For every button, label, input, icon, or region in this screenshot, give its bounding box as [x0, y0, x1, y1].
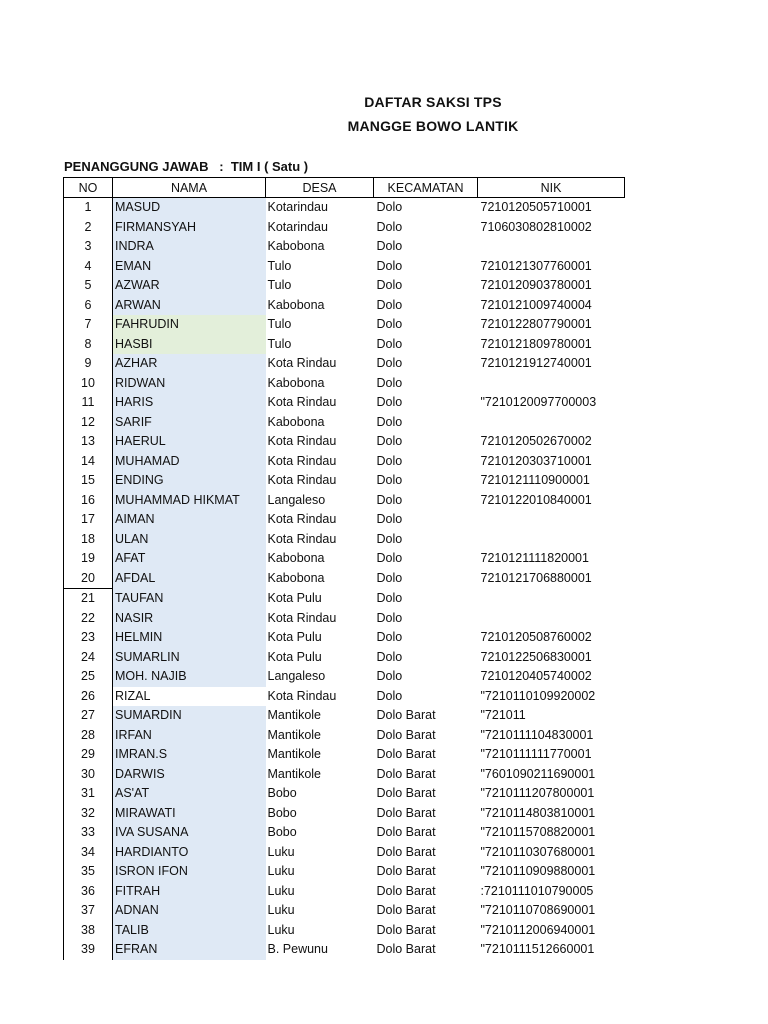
row-desa-cell: Kabobona — [267, 239, 325, 254]
row-no-cell: 35 — [64, 862, 113, 882]
table-row — [64, 549, 625, 569]
table-row — [64, 804, 625, 824]
row-nik-cell: 7210120502670002 — [480, 434, 592, 449]
row-desa-cell: Bobo — [267, 786, 297, 801]
row-nama-cell: ISRON IFON — [113, 862, 266, 882]
row-no-cell: 20 — [64, 569, 113, 589]
table-row — [64, 882, 625, 902]
row-nik-cell: 7106030802810002 — [480, 219, 592, 234]
row-nama-cell: AFDAL — [113, 569, 266, 589]
table-row — [64, 237, 625, 257]
row-desa-cell: Kabobona — [267, 414, 325, 429]
row-desa-cell: Kota Pulu — [267, 649, 322, 664]
row-nama-cell: AIMAN — [113, 510, 266, 530]
row-nama-cell: EFRAN — [113, 940, 266, 960]
row-no-cell: 10 — [64, 374, 113, 394]
row-kecamatan-cell: Dolo — [376, 551, 403, 566]
row-no-cell: 38 — [64, 921, 113, 941]
row-nik-cell: "7210115708820001 — [480, 825, 596, 840]
table-row — [64, 335, 625, 355]
row-kecamatan-cell: Dolo — [376, 571, 403, 585]
row-nik-cell: "7210111104830001 — [480, 727, 594, 742]
row-no-cell: 24 — [64, 648, 113, 668]
row-kecamatan-cell: Dolo Barat — [376, 844, 436, 859]
row-desa-cell: Kota Pulu — [267, 591, 322, 605]
table-row — [64, 921, 625, 941]
row-nik-cell: 7210121307760001 — [480, 258, 592, 273]
row-kecamatan-cell: Dolo — [376, 630, 403, 645]
table-row — [64, 354, 625, 374]
row-nik-cell: 7210120505710001 — [480, 200, 592, 215]
table-row — [64, 687, 625, 707]
row-kecamatan-cell: Dolo — [376, 669, 403, 684]
row-nama-cell: IMRAN.S — [113, 745, 266, 765]
row-nik-cell: "7210114803810001 — [480, 805, 596, 820]
table-row — [64, 648, 625, 668]
row-nama-cell: AZWAR — [113, 276, 266, 296]
table-header-row — [64, 178, 625, 198]
row-no-cell: 23 — [64, 628, 113, 648]
row-nik-cell: "721011 — [480, 708, 526, 723]
row-no-cell: 29 — [64, 745, 113, 765]
row-no-cell: 3 — [64, 237, 113, 257]
table-row — [64, 315, 625, 335]
row-no-cell: 37 — [64, 901, 113, 921]
row-desa-cell: Kota Rindau — [267, 453, 337, 468]
row-nama-cell: NASIR — [113, 609, 266, 629]
row-kecamatan-cell: Dolo Barat — [376, 766, 436, 781]
table-row — [64, 843, 625, 863]
row-desa-cell: Kabobona — [267, 375, 325, 390]
row-desa-cell: Kabobona — [267, 551, 325, 566]
row-no-cell: 17 — [64, 510, 113, 530]
row-kecamatan-cell: Dolo Barat — [376, 922, 436, 937]
row-kecamatan-cell: Dolo — [376, 649, 403, 664]
row-desa-cell: Luku — [267, 883, 295, 898]
table-row — [64, 510, 625, 530]
row-nama-cell: MASUD — [113, 198, 266, 218]
row-kecamatan-cell: Dolo Barat — [376, 708, 436, 723]
row-nik-cell — [478, 530, 625, 550]
row-nama-cell: MIRAWATI — [113, 804, 266, 824]
table-row — [64, 862, 625, 882]
table-row — [64, 823, 625, 843]
table-row — [64, 784, 625, 804]
row-kecamatan-cell: Dolo — [376, 258, 403, 273]
table-body — [64, 198, 625, 960]
row-no-cell: 25 — [64, 667, 113, 687]
row-kecamatan-cell: Dolo — [376, 492, 403, 507]
table-row — [64, 393, 625, 413]
table-row — [64, 765, 625, 785]
row-desa-cell: Luku — [267, 844, 295, 859]
row-desa-cell: Tulo — [267, 278, 292, 293]
row-nik-cell: "7210110909880001 — [480, 864, 596, 879]
row-no-cell: 7 — [64, 315, 113, 335]
row-kecamatan-cell: Dolo Barat — [376, 747, 436, 762]
row-nama-cell: MUHAMAD — [113, 452, 266, 472]
row-nama-cell: EMAN — [113, 257, 266, 277]
row-nama-cell: ADNAN — [113, 901, 266, 921]
row-no-cell: 18 — [64, 530, 113, 550]
table-row — [64, 628, 625, 648]
row-desa-cell: Tulo — [267, 258, 292, 273]
row-no-cell: 6 — [64, 296, 113, 316]
row-nama-cell: HAERUL — [113, 432, 266, 452]
row-kecamatan-cell: Dolo — [376, 278, 403, 293]
row-kecamatan-cell: Dolo Barat — [376, 903, 436, 918]
row-desa-cell: Mantikole — [267, 727, 321, 742]
row-nik-cell: 7210121110900001 — [480, 473, 590, 488]
row-kecamatan-cell: Dolo — [376, 356, 403, 371]
row-no-cell: 28 — [64, 726, 113, 746]
row-desa-cell: Kotarindau — [267, 200, 328, 215]
table-row — [64, 901, 625, 921]
row-nama-cell: HASBI — [113, 335, 266, 355]
row-nama-cell: ENDING — [113, 471, 266, 491]
header-nik: NIK — [478, 178, 625, 198]
row-desa-cell: Bobo — [267, 825, 297, 840]
row-no-cell: 32 — [64, 804, 113, 824]
row-desa-cell: Kabobona — [267, 571, 325, 585]
row-no-cell: 33 — [64, 823, 113, 843]
row-nik-cell: "7210110109920002 — [480, 688, 596, 703]
row-nik-cell: 7210120508760002 — [480, 630, 592, 645]
row-nik-cell: "7210111111770001 — [480, 747, 592, 762]
row-desa-cell: Mantikole — [267, 747, 321, 762]
row-desa-cell: Kota Rindau — [267, 512, 337, 527]
header-kecamatan: KECAMATAN — [374, 178, 478, 198]
table-row — [64, 589, 625, 609]
row-nik-cell: 7210120303710001 — [480, 453, 592, 468]
penanggung-jawab-label: PENANGGUNG JAWAB : TIM I ( Satu ) — [64, 159, 309, 174]
row-no-cell: 8 — [64, 335, 113, 355]
row-desa-cell: Kota Rindau — [267, 531, 337, 546]
row-kecamatan-cell: Dolo — [376, 531, 403, 546]
row-nik-cell: 7210122010840001 — [480, 492, 592, 507]
row-kecamatan-cell: Dolo — [376, 297, 403, 312]
table-row — [64, 609, 625, 629]
row-kecamatan-cell: Dolo — [376, 688, 403, 703]
row-nama-cell: ARWAN — [113, 296, 266, 316]
row-kecamatan-cell: Dolo Barat — [376, 864, 436, 879]
row-nik-cell — [478, 413, 625, 433]
row-nik-cell: "7210111512660001 — [480, 942, 595, 957]
table-row — [64, 296, 625, 316]
row-no-cell: 27 — [64, 706, 113, 726]
row-nik-cell: "7210110708690001 — [480, 903, 596, 918]
row-desa-cell: Kota Pulu — [267, 630, 322, 645]
header-no: NO — [64, 178, 113, 198]
row-desa-cell: Kota Rindau — [267, 473, 337, 488]
row-kecamatan-cell: Dolo — [376, 395, 403, 410]
row-desa-cell: Luku — [267, 922, 295, 937]
row-nik-cell: "7210112006940001 — [480, 922, 596, 937]
row-nama-cell: HELMIN — [113, 628, 266, 648]
row-desa-cell: Luku — [267, 864, 295, 879]
row-nama-cell: MUHAMMAD HIKMAT — [113, 491, 266, 511]
row-nik-cell: :7210111010790005 — [480, 883, 594, 898]
row-nama-cell: FAHRUDIN — [113, 315, 266, 335]
row-nama-cell: AS'AT — [113, 784, 266, 804]
table-row — [64, 198, 625, 218]
row-desa-cell: Kota Rindau — [267, 688, 337, 703]
row-desa-cell: B. Pewunu — [267, 942, 328, 957]
row-no-cell: 1 — [64, 198, 113, 218]
row-nama-cell: AFAT — [113, 549, 266, 569]
row-nama-cell: SUMARDIN — [113, 706, 266, 726]
row-nik-cell: "7210120097700003 — [480, 395, 597, 410]
row-no-cell: 16 — [64, 491, 113, 511]
row-nik-cell: 7210121009740004 — [480, 297, 592, 312]
row-kecamatan-cell: Dolo Barat — [376, 942, 436, 957]
table-row — [64, 726, 625, 746]
row-no-cell: 19 — [64, 549, 113, 569]
row-kecamatan-cell: Dolo Barat — [376, 825, 436, 840]
row-kecamatan-cell: Dolo — [376, 453, 403, 468]
table-row — [64, 432, 625, 452]
row-nik-cell: "7210111207800001 — [480, 786, 595, 801]
row-nama-cell: IVA SUSANA — [113, 823, 266, 843]
row-nik-cell: 7210121111820001 — [480, 551, 589, 566]
row-kecamatan-cell: Dolo — [376, 414, 403, 429]
row-kecamatan-cell: Dolo Barat — [376, 883, 436, 898]
row-nama-cell: FITRAH — [113, 882, 266, 902]
row-nama-cell: SUMARLIN — [113, 648, 266, 668]
row-no-cell: 4 — [64, 257, 113, 277]
table-row — [64, 667, 625, 687]
table-row — [64, 940, 625, 960]
row-desa-cell: Tulo — [267, 336, 292, 351]
row-nama-cell: HARIS — [113, 393, 266, 413]
row-desa-cell: Kabobona — [267, 297, 325, 312]
row-nama-cell: IRFAN — [113, 726, 266, 746]
row-no-cell: 15 — [64, 471, 113, 491]
row-kecamatan-cell: Dolo — [376, 591, 403, 605]
row-nama-cell: TAUFAN — [113, 589, 266, 609]
row-nama-cell: INDRA — [113, 237, 266, 257]
row-nik-cell: 7210122506830001 — [480, 649, 592, 664]
row-desa-cell: Kota Rindau — [267, 356, 337, 371]
row-nama-cell: MOH. NAJIB — [113, 667, 266, 687]
table-row — [64, 706, 625, 726]
row-nik-cell: 7210122807790001 — [480, 317, 592, 332]
row-no-cell: 26 — [64, 687, 113, 707]
row-no-cell: 39 — [64, 940, 113, 960]
row-nama-cell: AZHAR — [113, 354, 266, 374]
row-nik-cell: 7210120405740002 — [480, 669, 592, 684]
row-desa-cell: Bobo — [267, 805, 297, 820]
header-nama: NAMA — [113, 178, 266, 198]
row-nik-cell — [478, 609, 625, 629]
row-kecamatan-cell: Dolo Barat — [376, 805, 436, 820]
row-desa-cell: Kota Rindau — [267, 395, 337, 410]
row-nik-cell: "7210110307680001 — [480, 844, 596, 859]
row-desa-cell: Mantikole — [267, 708, 321, 723]
row-no-cell: 2 — [64, 218, 113, 238]
row-nik-cell: 7210121809780001 — [480, 336, 592, 351]
row-desa-cell: Mantikole — [267, 766, 321, 781]
row-kecamatan-cell: Dolo — [376, 200, 403, 215]
row-no-cell: 12 — [64, 413, 113, 433]
row-nama-cell: RIDWAN — [113, 374, 266, 394]
table-row — [64, 745, 625, 765]
row-nik-cell — [478, 374, 625, 394]
row-kecamatan-cell: Dolo — [376, 375, 403, 390]
row-no-cell: 13 — [64, 432, 113, 452]
row-kecamatan-cell: Dolo Barat — [376, 727, 436, 742]
table-row — [64, 218, 625, 238]
row-no-cell: 5 — [64, 276, 113, 296]
row-nama-cell: SARIF — [113, 413, 266, 433]
row-no-cell: 11 — [64, 393, 113, 413]
row-desa-cell: Langaleso — [267, 492, 326, 507]
table-row — [64, 452, 625, 472]
row-no-cell: 14 — [64, 452, 113, 472]
table-row — [64, 374, 625, 394]
row-desa-cell: Kota Rindau — [267, 434, 337, 449]
row-no-cell: 21 — [64, 589, 113, 609]
row-kecamatan-cell: Dolo — [376, 336, 403, 351]
row-nik-cell — [478, 589, 625, 609]
table-row — [64, 471, 625, 491]
table-row — [64, 491, 625, 511]
row-kecamatan-cell: Dolo Barat — [376, 786, 436, 801]
row-kecamatan-cell: Dolo — [376, 512, 403, 527]
row-nama-cell: RIZAL — [113, 687, 266, 707]
row-nik-cell: "7601090211690001 — [480, 766, 596, 781]
saksi-table — [63, 177, 625, 960]
row-kecamatan-cell: Dolo — [376, 473, 403, 488]
table-row — [64, 276, 625, 296]
row-desa-cell: Kota Rindau — [267, 610, 337, 625]
row-no-cell: 9 — [64, 354, 113, 374]
row-kecamatan-cell: Dolo — [376, 239, 403, 254]
row-kecamatan-cell: Dolo — [376, 317, 403, 332]
row-nama-cell: TALIB — [113, 921, 266, 941]
row-no-cell: 31 — [64, 784, 113, 804]
row-no-cell: 30 — [64, 765, 113, 785]
header-desa: DESA — [266, 178, 374, 198]
row-nik-cell — [478, 237, 625, 257]
row-desa-cell: Tulo — [267, 317, 292, 332]
row-nama-cell: DARWIS — [113, 765, 266, 785]
row-no-cell: 36 — [64, 882, 113, 902]
row-no-cell: 34 — [64, 843, 113, 863]
row-nama-cell: ULAN — [113, 530, 266, 550]
row-nik-cell: 7210121912740001 — [480, 356, 592, 371]
table-row — [64, 569, 625, 589]
table-row — [64, 257, 625, 277]
row-desa-cell: Kotarindau — [267, 219, 328, 234]
row-kecamatan-cell: Dolo — [376, 610, 403, 625]
row-desa-cell: Luku — [267, 903, 295, 918]
document-title: DAFTAR SAKSI TPS — [364, 94, 502, 110]
table-row — [64, 413, 625, 433]
row-no-cell: 22 — [64, 609, 113, 629]
document-subtitle: MANGGE BOWO LANTIK — [347, 118, 519, 134]
table-row — [64, 530, 625, 550]
row-nik-cell: 7210121706880001 — [480, 571, 592, 585]
row-kecamatan-cell: Dolo — [376, 219, 403, 234]
row-nama-cell: HARDIANTO — [113, 843, 266, 863]
row-desa-cell: Langaleso — [267, 669, 326, 684]
row-nik-cell: 7210120903780001 — [480, 278, 592, 293]
row-kecamatan-cell: Dolo — [376, 434, 403, 449]
row-nik-cell — [478, 510, 625, 530]
row-nama-cell: FIRMANSYAH — [113, 218, 266, 238]
